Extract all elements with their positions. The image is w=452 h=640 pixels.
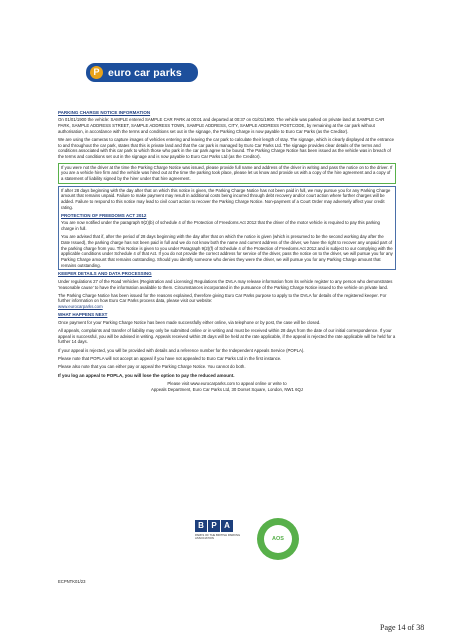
freedoms-act-heading: PROTECTION OF FREEDOMS ACT 2012 [61,213,147,219]
approved-operator-seal [257,518,299,560]
logo-text: euro car parks [108,66,182,79]
website-link[interactable]: www.eurocarparks.com [58,304,103,310]
bpa-subtitle: PARKS OF THE BRITISH PARKING ASSOCIATION [195,533,241,541]
unpaid-warning-paragraph: If after 28 days beginning with the day after that on which this notice is given, the Parking Charge Notice has not been paid in full, we may pursue you for any Parking Charge amount that remains unpaid. Failure to make payment may result in additional costs being incurred through debt recovery and/or court action where further charges will be added. Failure to respond to this notice may lead to civil court action to recover the Parking Charge Notice. Non-payment of a Court Order may adversely affect your credit rating. [61,187,391,210]
bpa-letter: A [221,520,233,532]
next-steps-heading: WHAT HAPPENS NEXT [58,312,108,318]
bpa-letter: P [208,520,220,532]
notice-info-paragraph-1: On 01/01/1900 the vehicle: SAMPLE entered SAMPLE CAR PARK at 00:01 and departed at 00:37 on 01/01/1900. The vehicle was parked on private land at SAMPLE CAR PARK, SAMPLE ADDRESS STREET, SAMPLE ADDRESS TOWN, SAMPLE ADDRESS, CITY, SAMPLE ADDRESS POSTCODE, by remaining at the car park without authorisation, in accordance with the terms and conditions set out in the signage, the Parking Charge is now payable to Euro Car Parks (as the Creditor). [58,117,385,134]
keeper-data-paragraph-1: Under regulations 27 of the Road Vehicles (Registration and Licensing) Regulations the DVLA may release information from its vehicle register to any person who demonstrates 'reasonable cause' to have the information available to them. Circumstances incorporated in the pursuance of the Parking Charge Notice issued to the vehicle on private land. [58,278,393,290]
bpa-logo [195,520,241,558]
notice-info-paragraph-2: We are using the cameras to capture images of vehicles entering and leaving the car park to calculate their length of stay. The signage, which is clearly displayed at the entrance to and throughout the car park, states that this is private land and that the car park is managed by Euro Car Parks Ltd. The signage provides clear details of the terms and conditions associated with this car park to which those who park in the car park agree to be bound. The Parking Charge Notice has been issued as the vehicle was in breach of the terms and conditions set out in the signage and is now payable to Euro Car Parks Ltd (as the Creditor). [58,137,395,160]
appeal-postal-address: Appeals Department, Euro Car Parks Ltd, 30 Dorset Square, London, NW1 6QJ [151,386,303,392]
freedoms-act-box [58,186,396,271]
next-paragraph-2: All appeals, complaints and transfer of liability may only be submitted online or in writing and must be received within 28 days from the date of our initial correspondence. If your appeal is successful, you will be advised in writing. Appeals received within 28 days will be held at the rate applicable, if the appeal is rejected the rate applicable will be held for a further 14 days. [58,328,396,345]
freedoms-act-paragraph-1: You are now notified under the paragraph 9(2)(b) of schedule 4 of the Protection of Freedoms Act 2012 that the driver of the motor vehicle is required to pay this parking charge in full. [61,220,380,232]
appeal-online-line: Please visit www.eurocarparks.com to appeal online or write to [167,381,287,387]
bpa-letter: B [195,520,207,532]
next-paragraph-5: Please also note that you can either pay or appeal the Parking Charge Notice. You cannot do both. [58,364,246,370]
next-paragraph-3: If your appeal is rejected, you will be provided with details and a reference number for the Independent Appeals Service (POPLA). [58,347,305,353]
bpa-mark [195,520,241,532]
accreditation-badges [195,520,325,558]
notice-info-heading: PARKING CHARGE NOTICE INFORMATION [58,110,151,115]
parking-p-icon: P [90,66,103,79]
keeper-data-paragraph-2 [58,293,396,310]
next-paragraph-1: Once payment for your Parking Charge Notice has been made successfully either online, via telephone or by post, the case will be closed. [58,319,321,325]
appeal-address [58,381,396,392]
keeper-data-heading: KEEPER DETAILS AND DATA PROCESSING [58,271,152,277]
driver-details-paragraph: If you were not the driver at the time the Parking Charge Notice was issued, please provide full name and address of the driver in writing and pass the notice on to the driver. If you are a vehicle hire firm and the vehicle was hired out at the time the parking took place, please let us know and provide us with a copy of the hire agreement and a copy of a statement of liability signed by the hirer under that hire agreement. [61,164,393,182]
approved-operator-text: AOS [264,525,292,553]
next-paragraph-4: Please note that POPLA will not accept an appeal if you have not appealed to Euro Car Parks Ltd in the first instance. [58,356,282,361]
notice-body [58,110,396,392]
page-number: Page 14 of 38 [380,623,425,632]
popla-warning: If you log an appeal to POPLA, you will lose the option to pay the reduced amount. [58,372,235,378]
keeper-data-text: The Parking Charge Notice has been issued for the reasons explained, therefore giving Euro Car Parks purpose to apply to the DVLA for details of the registered keeper. For further information on how Euro Car Parks process data, please visit our website: [58,292,387,304]
euro-car-parks-logo [86,63,198,82]
driver-details-box [58,163,396,184]
document-reference: ECPNTK01/23 [58,579,86,584]
freedoms-act-paragraph-2: You are advised that if, after the period of 28 days beginning with the day after that on which the notice is given (which is presumed to be the second working day after the Date Issued), the parking charge has not been paid in full and we do not know both the name and current address of the driver, we have the right to recover any unpaid part of the parking charge from you. This Notice is given to you under Paragraph 9(2)(f) of Schedule 4 of the Protection of Freedoms Act 2012 and is subject to our complying with the applicable conditions under Schedule 4 of that Act. If you do not provide the correct address for service of the driver, pass the notice on to the driver, we will pursue you for any Parking Charge amount that remains outstanding. Should you identify someone who denies they were the driver, we will pursue you for any Parking Charge amount that remains outstanding. [61,234,393,268]
